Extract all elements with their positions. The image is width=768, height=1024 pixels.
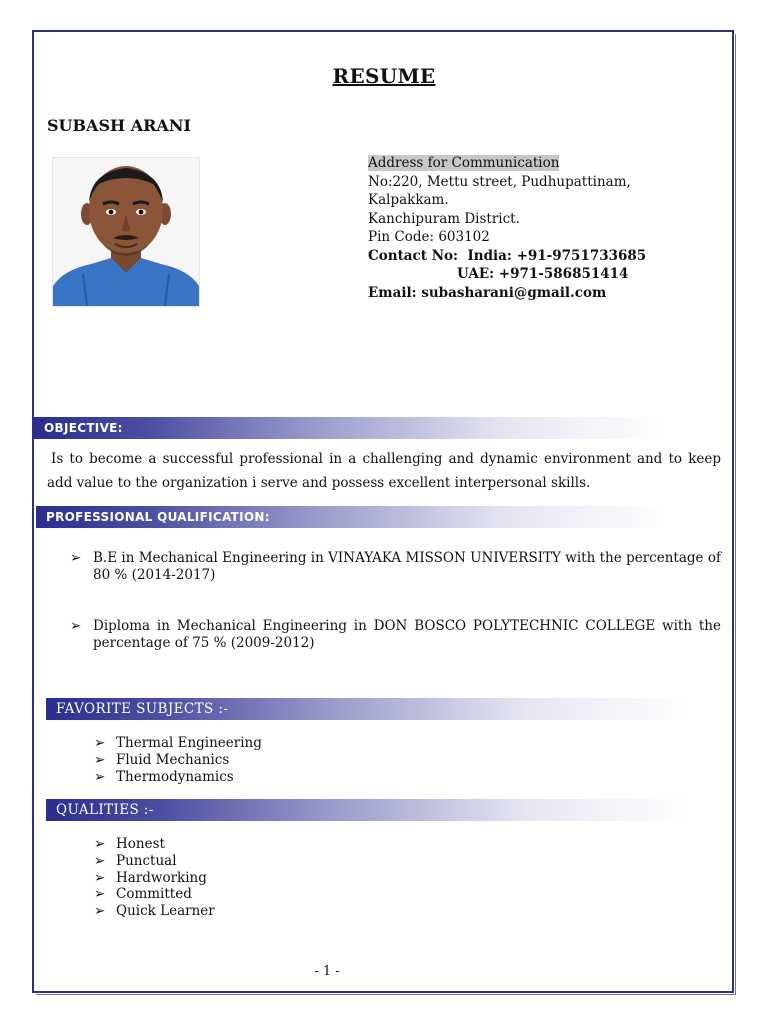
bullet-arrow-icon: ➢ [94, 903, 106, 920]
candidate-name: SUBASH ARANI [47, 116, 191, 135]
subjects-list [94, 735, 262, 785]
objective-header: OBJECTIVE: [34, 417, 664, 439]
list-item: ➢ Thermal Engineering [94, 735, 262, 751]
bullet-arrow-icon: ➢ [94, 869, 106, 886]
list-item: ➢ Punctual [94, 852, 177, 869]
page-number: - 1 - [314, 964, 340, 979]
bullet-arrow-icon: ➢ [94, 751, 106, 768]
address-heading: Address for Communication [368, 155, 560, 171]
qualification-item [70, 618, 721, 652]
list-item: ➢ Fluid Mechanics [94, 751, 230, 768]
resume-title: RESUME [332, 64, 436, 88]
email-label: Email: [368, 284, 417, 301]
bullet-arrow-icon: ➢ [94, 886, 106, 903]
qualification-item [70, 550, 721, 584]
qualities-header: QUALITIES :- [46, 799, 686, 821]
list-item: ➢ Honest [94, 836, 165, 852]
address-line-3: Kanchipuram District. [368, 210, 520, 227]
phone-india: India: +91-9751733685 [467, 247, 647, 264]
subjects-header: FAVORITE SUBJECTS :- [46, 698, 686, 720]
phone-uae: UAE: +971-586851414 [457, 266, 629, 282]
bullet-arrow-icon: ➢ [94, 852, 106, 869]
bullet-arrow-icon: ➢ [94, 768, 106, 785]
list-item: ➢ Thermodynamics [94, 768, 234, 785]
list-item: ➢ Hardworking [94, 869, 207, 886]
objective-text: Is to become a successful professional in a challenging and dynamic environment and to keep add value to the organization i serve and possess excellent interpersonal skills. [47, 451, 721, 491]
bullet-arrow-icon: ➢ [70, 618, 82, 634]
pin-code: Pin Code: 603102 [368, 229, 490, 245]
qualification-header: PROFESSIONAL QUALIFICATION: [36, 506, 666, 528]
bullet-arrow-icon: ➢ [94, 735, 106, 751]
email-address: subasharani@gmail.com [421, 284, 607, 301]
contact-label: Contact No: [368, 247, 459, 264]
bullet-arrow-icon: ➢ [94, 836, 106, 852]
contact-block [368, 154, 646, 302]
list-item: ➢ Committed [94, 886, 192, 903]
list-item: ➢ Quick Learner [94, 903, 215, 920]
address-line-1: No:220, Mettu street, Pudhupattinam, [368, 173, 631, 190]
bullet-arrow-icon: ➢ [70, 550, 82, 566]
qualification-text: Diploma in Mechanical Engineering in DON BOSCO POLYTECHNIC COLLEGE with the percentage of 75 % (2009-2012) [93, 618, 721, 651]
qualification-text: B.E in Mechanical Engineering in VINAYAKA MISSON UNIVERSITY with the percentage of 80 % (2014-2017) [93, 550, 721, 583]
address-line-2: Kalpakkam. [368, 192, 449, 208]
qualities-list [94, 836, 215, 920]
profile-photo [52, 157, 200, 307]
